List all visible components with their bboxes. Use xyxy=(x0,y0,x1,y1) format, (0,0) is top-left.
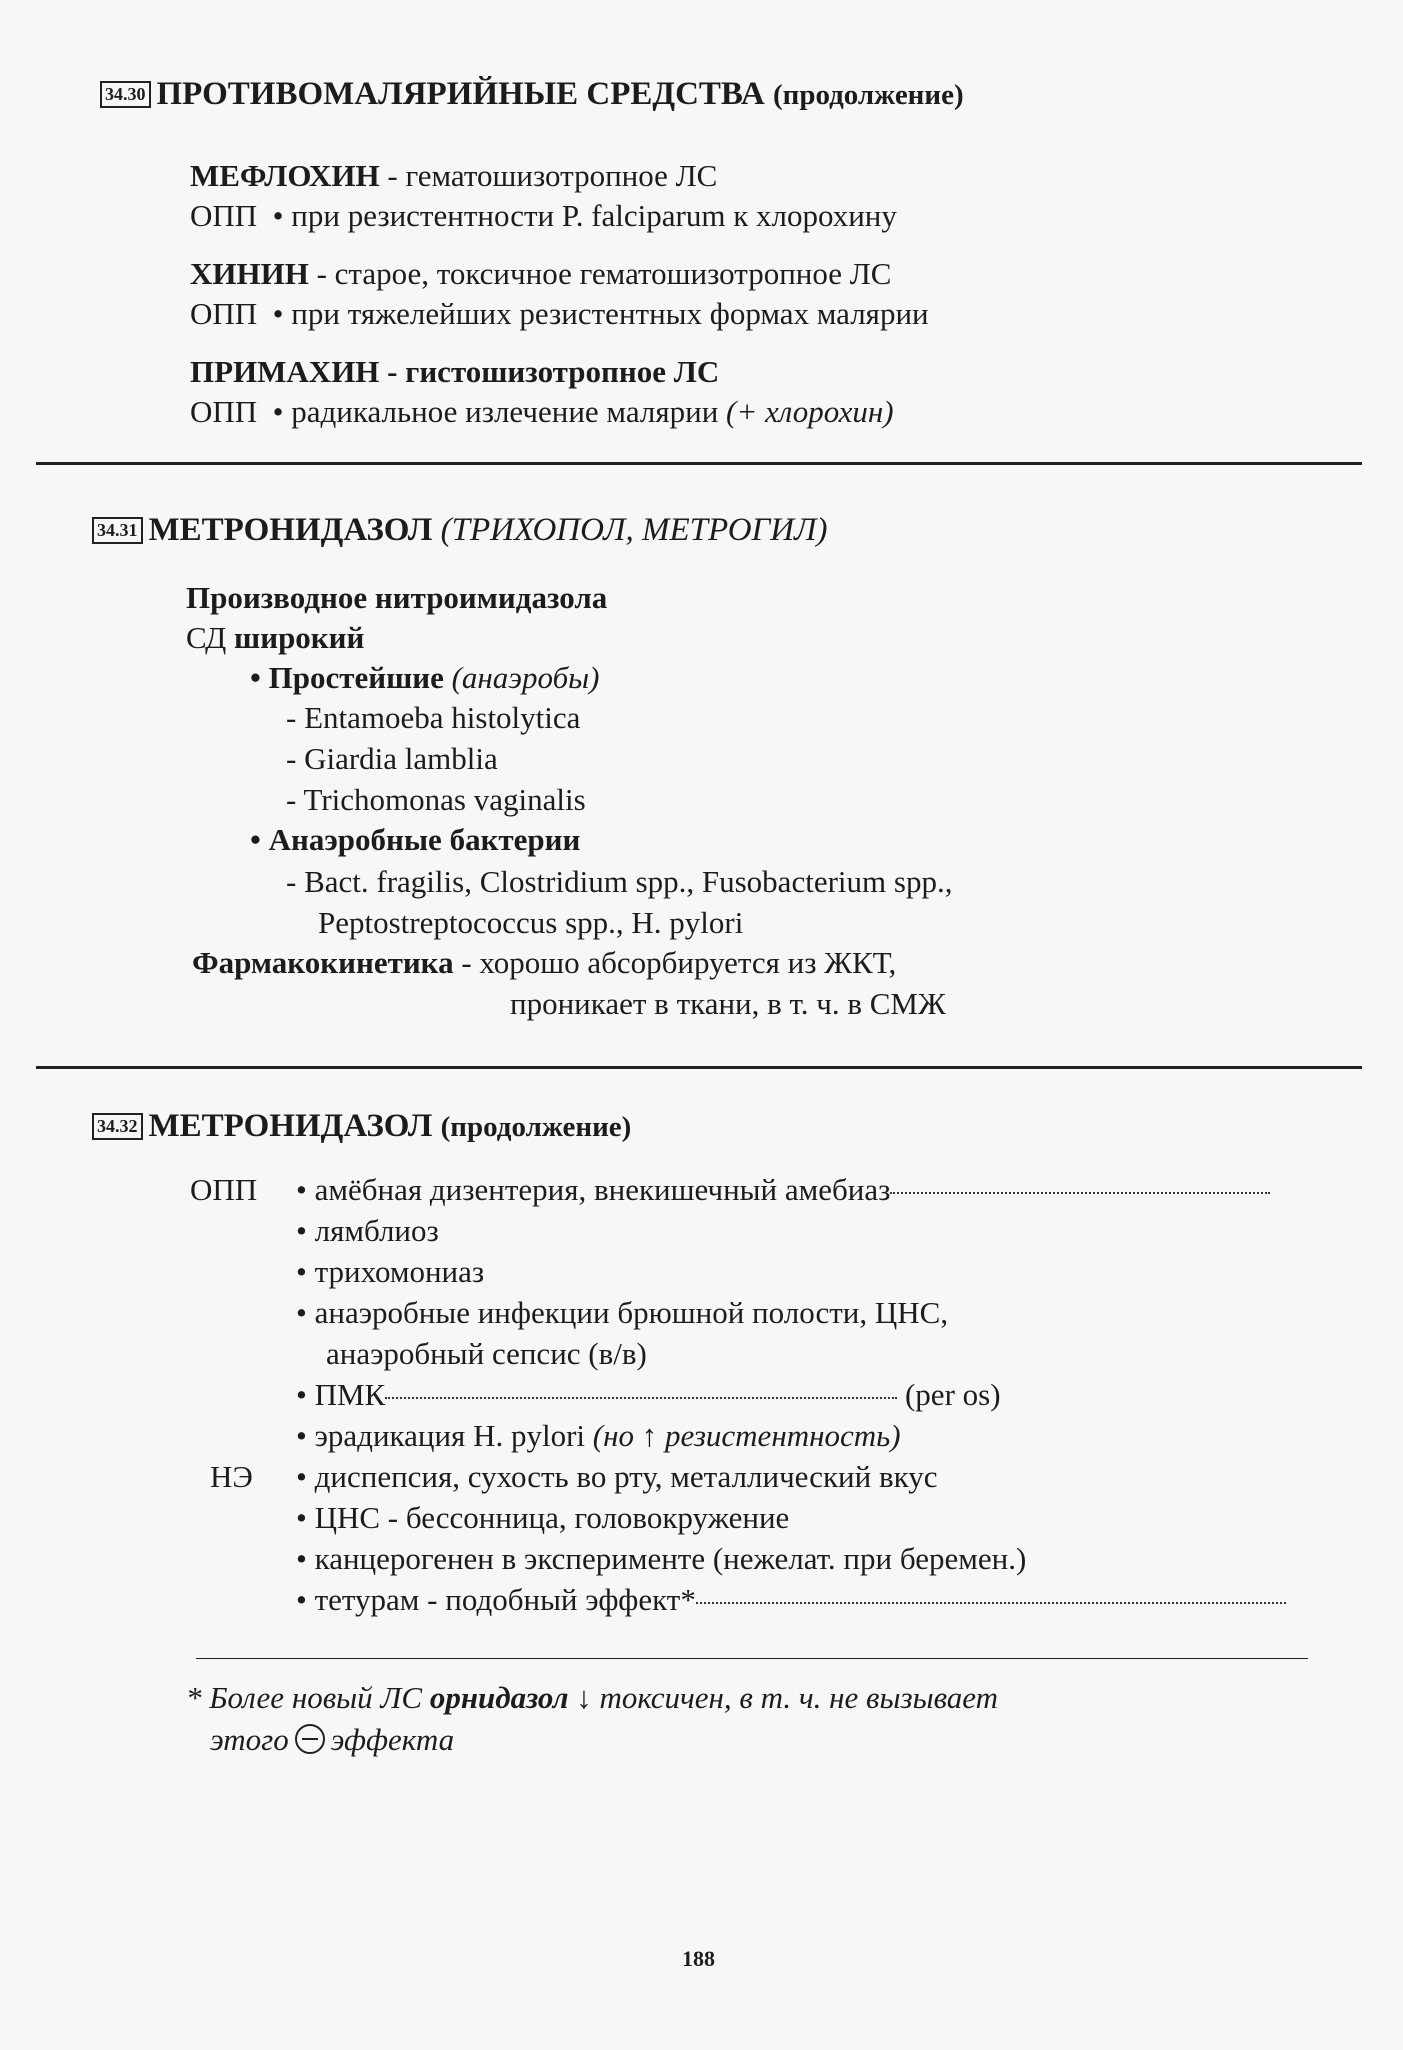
section-number: 34.32 xyxy=(92,1113,143,1140)
indication-item: • лямблиоз xyxy=(296,1213,439,1248)
section-34-30-heading xyxy=(100,76,964,113)
opp-label: ОПП xyxy=(190,296,258,331)
mefloquine-line xyxy=(190,158,717,194)
side-effect-item xyxy=(296,1582,1286,1618)
indication-item-cont: анаэробный сепсис (в/в) xyxy=(326,1336,647,1371)
quinine-line xyxy=(190,256,891,292)
section-number: 34.31 xyxy=(92,517,143,544)
side-effect-item: • ЦНС - бессонница, головокружение xyxy=(296,1500,790,1535)
footnote-text: ↓ токсичен, в т. ч. не вызывает xyxy=(568,1680,999,1715)
ne-label: НЭ xyxy=(210,1459,253,1494)
sd-value: широкий xyxy=(234,620,365,655)
footnote-text: этого xyxy=(210,1722,289,1757)
drug-name: МЕФЛОХИН xyxy=(190,158,380,193)
section-synonyms: (ТРИХОПОЛ, МЕТРОГИЛ) xyxy=(440,512,828,548)
section-title: ПРОТИВОМАЛЯРИЙНЫЕ СРЕДСТВА xyxy=(156,76,765,112)
primaquine-line: ПРИМАХИН - гистошизотропное ЛС xyxy=(190,354,720,389)
dot-leader xyxy=(385,1397,897,1399)
anaerobes-heading: • Анаэробные бактерии xyxy=(250,822,581,857)
mefloquine-opp xyxy=(190,198,897,234)
opp-note: (+ хлорохин) xyxy=(726,394,894,429)
drug-desc: - гематошизотропное ЛС xyxy=(379,158,718,193)
opp-label: ОПП xyxy=(190,394,258,429)
pk-label: Фармакокинетика xyxy=(192,945,454,980)
opp-text: • при тяжелейших резистентных формах малярии xyxy=(272,296,929,331)
dot-leader xyxy=(696,1602,1286,1604)
spectrum-line xyxy=(186,620,364,656)
footnote-divider xyxy=(196,1658,1308,1659)
footnote-text: * Более новый ЛС xyxy=(186,1680,430,1715)
protozoa-label: • Простейшие xyxy=(250,660,452,695)
primaquine-opp xyxy=(190,394,894,430)
section-title: МЕТРОНИДАЗОЛ xyxy=(148,512,433,548)
indication-item xyxy=(296,1377,1001,1413)
section-number: 34.30 xyxy=(100,81,151,108)
section-suffix: (продолжение) xyxy=(772,79,964,111)
opp-text: • при резистентности P. falciparum к хлорохину xyxy=(272,198,897,233)
anaerobes-list-line: Peptostreptococcus spp., H. pylori xyxy=(318,905,744,940)
list-item: - Trichomonas vaginalis xyxy=(286,782,586,817)
footnote-line-1 xyxy=(186,1680,998,1716)
anaerobes-list-line: - Bact. fragilis, Clostridium spp., Fusobacterium spp., xyxy=(286,864,953,899)
opp-label: ОПП xyxy=(190,1172,258,1207)
side-effect-text: • тетурам - подобный эффект* xyxy=(296,1582,696,1617)
protozoa-note: (анаэробы) xyxy=(451,660,600,695)
indication-text: • эрадикация H. pylori xyxy=(296,1418,593,1453)
indication-item xyxy=(296,1172,1270,1208)
section-divider xyxy=(36,1066,1362,1069)
footnote-line-2 xyxy=(210,1722,454,1758)
side-effect-item: • канцерогенен в эксперименте (нежелат. при беремен.) xyxy=(296,1541,1027,1576)
indication-item xyxy=(296,1418,901,1454)
section-title: МЕТРОНИДАЗОЛ xyxy=(148,1108,433,1144)
protozoa-heading xyxy=(250,660,599,696)
side-effect-item: • диспепсия, сухость во рту, металлический вкус xyxy=(296,1459,938,1494)
indication-note: (per os) xyxy=(904,1377,1001,1412)
section-34-32-heading xyxy=(92,1108,631,1145)
list-item: - Entamoeba histolytica xyxy=(286,700,581,735)
quinine-opp xyxy=(190,296,929,332)
sd-label: СД xyxy=(186,620,227,655)
indication-item: • трихомониаз xyxy=(296,1254,485,1289)
footnote-drug: орнидазол xyxy=(429,1680,569,1715)
pharmacokinetics-line xyxy=(192,945,896,981)
dot-leader xyxy=(890,1192,1270,1194)
section-34-31-heading xyxy=(92,512,827,549)
opp-text: • радикальное излечение малярии xyxy=(272,394,727,429)
section-divider xyxy=(36,462,1362,465)
indication-text: • ПМК xyxy=(296,1377,386,1412)
drug-name: ХИНИН xyxy=(190,256,309,291)
indication-item: • анаэробные инфекции брюшной полости, ЦНС, xyxy=(296,1295,949,1330)
drug-desc: - старое, токсичное гематошизотропное ЛС xyxy=(308,256,892,291)
footnote-text: эффекта xyxy=(330,1722,455,1757)
list-item: - Giardia lamblia xyxy=(286,741,498,776)
indication-note: (но ↑ резистентность) xyxy=(592,1418,901,1453)
opp-label: ОПП xyxy=(190,198,258,233)
page-number: 188 xyxy=(682,1946,715,1971)
indication-text: • амёбная дизентерия, внекишечный амебиаз xyxy=(296,1172,891,1207)
pharmacokinetics-line-2: проникает в ткани, в т. ч. в СМЖ xyxy=(510,986,946,1021)
section-suffix: (продолжение) xyxy=(440,1111,632,1143)
derivative-text: Производное нитроимидазола xyxy=(186,580,608,615)
minus-circle-icon xyxy=(295,1724,325,1754)
pk-text: - хорошо абсорбируется из ЖКТ, xyxy=(453,945,897,980)
